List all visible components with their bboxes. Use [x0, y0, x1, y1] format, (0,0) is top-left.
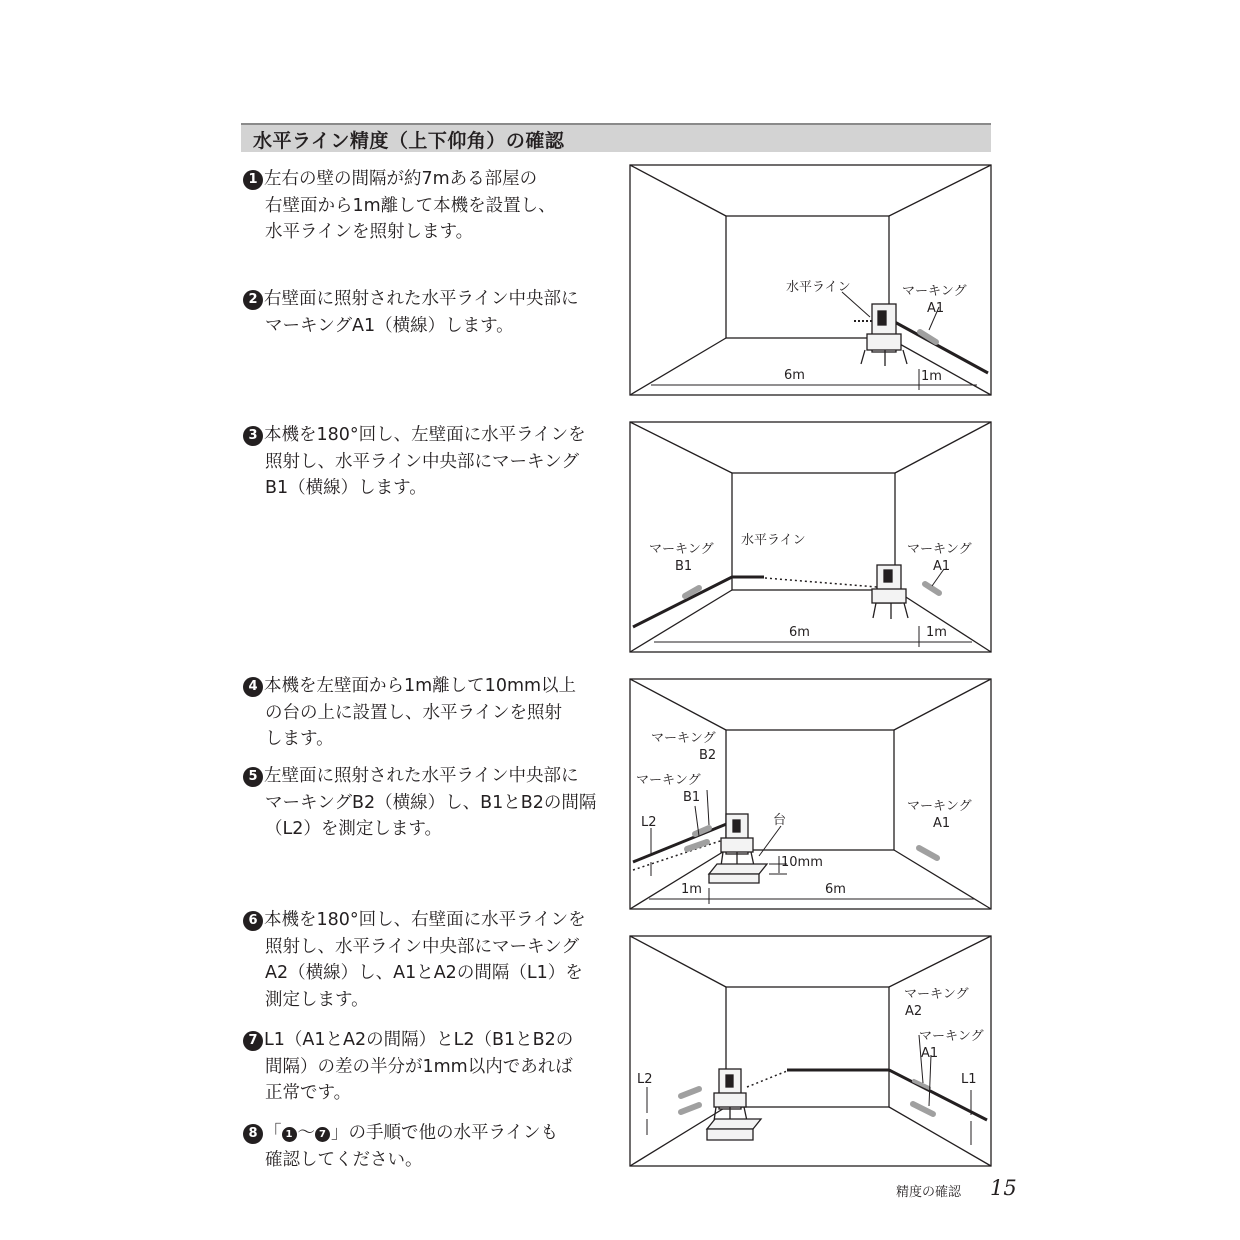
label-1m: 1m [921, 369, 942, 384]
marking-a1-stroke [920, 332, 936, 342]
label-1m: 1m [926, 625, 947, 640]
label-b2: B2 [699, 748, 717, 763]
step-ref-1: 1 [282, 1127, 297, 1142]
page-number: 15 [990, 1176, 1017, 1200]
label-l2: L2 [637, 1072, 653, 1087]
label-6m: 6m [825, 882, 846, 897]
step-4: 4 本機を左壁面から1m離して10mm以上 の台の上に設置し、水平ラインを照射 します。 [243, 673, 618, 753]
label-a1: A1 [933, 816, 951, 831]
step-number: 7 [243, 1031, 263, 1051]
laser-line [633, 577, 764, 627]
step-number: 3 [243, 426, 263, 446]
step-6: 6 本機を180°回し、右壁面に水平ラインを 照射し、水平ライン中央部にマーキング A2（横線）し、A1とA2の間隔（L1）を 測定します。 [243, 907, 618, 1013]
label-10mm: 10mm [781, 855, 823, 870]
label-1m: 1m [681, 882, 702, 897]
label-marking: マーキング [902, 284, 967, 299]
marking-b2-stroke [681, 1105, 699, 1112]
step-number: 6 [243, 911, 263, 931]
figure-1-room-diagram [629, 164, 992, 396]
label-l1: L1 [961, 1072, 977, 1087]
label-marking-b1: マーキング [636, 773, 701, 788]
laser-level-device [861, 304, 907, 366]
label-horizontal-line: 水平ライン [741, 533, 806, 548]
step-3: 3 本機を180°回し、左壁面に水平ラインを 照射し、水平ライン中央部にマーキング B1（横線）します。 [243, 422, 618, 502]
label-marking-a1: マーキング [907, 799, 972, 814]
step-8: 8 「 1 〜 7 」の手順で他の水平ラインも 確認してください。 [243, 1120, 618, 1173]
label-6m: 6m [789, 625, 810, 640]
laser-level-device [721, 814, 754, 868]
step-1: 1 左右の壁の間隔が約7mある部屋の 右壁面から1m離して本機を設置し、 水平ラインを照射します。 [243, 166, 618, 246]
label-b1: B1 [683, 790, 701, 805]
label-stand: 台 [773, 813, 787, 828]
step-number: 2 [243, 290, 263, 310]
label-marking-right: マーキング [907, 542, 972, 557]
label-horizontal-line: 水平ライン [786, 280, 851, 295]
marking-a1-stroke [919, 848, 937, 858]
step-2: 2 右壁面に照射された水平ライン中央部に マーキングA1（横線）します。 [243, 286, 618, 339]
stand-block [709, 864, 767, 883]
laser-level-device [872, 565, 908, 619]
step-7: 7 L1（A1とA2の間隔）とL2（B1とB2の 間隔）の差の半分が1mm以内であれば 正常です。 [243, 1027, 618, 1107]
label-a1: A1 [921, 1046, 939, 1061]
marking-a1-stroke [913, 1104, 933, 1114]
section-heading [241, 123, 991, 152]
laser-line [891, 320, 988, 373]
label-marking-b2: マーキング [651, 731, 716, 746]
stand-block [707, 1119, 761, 1140]
label-marking-a1: マーキング [919, 1029, 984, 1044]
step-ref-7: 7 [315, 1127, 330, 1142]
figure-3-room-diagram [629, 678, 992, 910]
step-number: 8 [243, 1124, 263, 1144]
figure-2-room-diagram [629, 421, 992, 653]
marking-b1-stroke [681, 1089, 699, 1096]
step-number: 5 [243, 767, 263, 787]
laser-level-device [714, 1069, 747, 1123]
step-5: 5 左壁面に照射された水平ライン中央部に マーキングB2（横線）し、B1とB2の間隔 （L2）を測定します。 [243, 763, 618, 843]
label-a1: A1 [933, 559, 951, 574]
section-title: 水平ライン精度（上下仰角）の確認 [253, 130, 565, 152]
label-a2: A2 [905, 1004, 923, 1019]
step-number: 1 [243, 170, 263, 190]
label-marking-a2: マーキング [904, 987, 969, 1002]
label-marking-left: マーキング [649, 542, 714, 557]
label-a1: A1 [927, 301, 945, 316]
marking-b1-stroke [687, 842, 707, 849]
label-6m: 6m [784, 368, 805, 383]
label-b1: B1 [675, 559, 693, 574]
figure-4-room-diagram [629, 935, 992, 1167]
footer-section-label: 精度の確認 [896, 1185, 962, 1200]
label-l2: L2 [641, 815, 657, 830]
step-number: 4 [243, 677, 263, 697]
